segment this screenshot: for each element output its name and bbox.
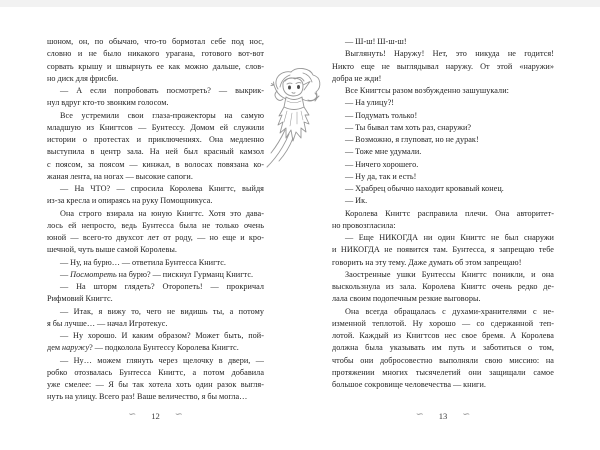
swash-ornament-icon: ∽ bbox=[415, 410, 424, 421]
text-line: — На улицу?! bbox=[345, 98, 395, 108]
text-line: — На ЧТО? — спросила Королева Книгтс, выйдя bbox=[60, 184, 264, 193]
text-line: лотой. Каждый из Книгтсов нес свое бремя. А Королева bbox=[332, 331, 554, 340]
text-line: — Итак, я вижу то, чего не видишь ты, а потому bbox=[60, 306, 264, 316]
text-line: — Тоже мне удумали. bbox=[345, 147, 422, 157]
text-line: но диск для фрисби. bbox=[47, 73, 119, 83]
right-page-text bbox=[332, 36, 554, 391]
text-line: робко отозвалась Бунтесса Книгтс, а потом добавила bbox=[47, 367, 264, 377]
text-line: словно и не было никакого урагана, готового вот-вот bbox=[47, 49, 264, 59]
text-line: Все Книгтсы разом возбужденно зашушукали: bbox=[345, 86, 509, 95]
text-line: Она строго взирала на юную Книгтс. Хотя это дава- bbox=[60, 208, 264, 218]
text-line: выступила в центр зала. На ней был красный камзол bbox=[47, 147, 264, 157]
text-line: говорить на эту тему. Даже думать об этом запрещаю! bbox=[332, 257, 522, 267]
text-line: лось ей непросто, ведь Бунтесса была не только очень bbox=[47, 220, 264, 230]
text-line: должна была указывать им путь и заботиться о том, bbox=[332, 343, 554, 353]
text-line: уже смелее: — Я бы так хотела хоть один разок выгля- bbox=[47, 380, 264, 389]
swash-ornament-icon: ∽ bbox=[462, 410, 471, 421]
text-line: с поясом, за поясом — кинжал, в волосах повязана ко- bbox=[47, 159, 264, 169]
text-line: — Подумать только! bbox=[345, 110, 418, 120]
text-line: — Возможно, я глуповат, но не дурак! bbox=[345, 135, 479, 144]
text-line: юной — всего-то двухсот лет от роду, — но еще и кро- bbox=[47, 233, 264, 242]
text-line: — Ш-ш! Ш-ш-ш! bbox=[345, 37, 407, 46]
text-line: чтобы они добросовестно выполняли свою миссию: на bbox=[332, 355, 554, 365]
text-line: добра не жди! bbox=[332, 73, 382, 83]
text-line: и НИКОГДА не появится там. Бунтесса, я запрещаю тебе bbox=[332, 245, 554, 255]
page-top-edge bbox=[0, 0, 600, 7]
left-page-footer bbox=[47, 411, 264, 421]
text-line: лала своим подопечным резкие выговоры. bbox=[332, 294, 481, 304]
text-line: большое сокровище человечества — книги. bbox=[332, 380, 486, 389]
text-line: — А если попробовать посмотреть? — выкрик- bbox=[60, 86, 264, 95]
text-line: Выглянуть! Наружу! Нет, это никуда не годится! bbox=[345, 49, 554, 59]
text-line: — Ну да, так и есть! bbox=[345, 171, 417, 181]
text-line: жаная лента, на ногах — высокие сапоги. bbox=[47, 171, 193, 181]
text-line: — Ничего хорошего. bbox=[345, 159, 419, 169]
text-line: — Ну, на бурю… — ответила Бунтесса Книгтс. bbox=[60, 257, 227, 267]
text-line: Все устремили свои глаза-прожекторы на самую bbox=[60, 110, 264, 120]
text-line: Рифмовий Книгтс. bbox=[47, 294, 113, 304]
text-line: но провозгласила: bbox=[332, 220, 396, 230]
text-line: — Ты бывал там хоть раз, снаружи? bbox=[345, 122, 472, 132]
text-line: — Еще НИКОГДА ни один Книгтс не был снаружи bbox=[345, 233, 554, 242]
text-line: из-за кресла и опираясь на руку Помощникуса. bbox=[47, 196, 213, 206]
text-line: — На шторм глядеть? Оторопеть! — прокричал bbox=[60, 282, 264, 291]
text-line: младшую из Книгтсов — Бунтессу. Домом ей служили bbox=[47, 122, 264, 132]
text-line: — Ик. bbox=[345, 196, 368, 206]
right-page-footer bbox=[332, 411, 554, 421]
page-number: 12 bbox=[151, 411, 160, 421]
text-line: нул вдруг кто-то звонким голосом. bbox=[47, 98, 169, 108]
text-line: Заостренные ушки Бунтессы Книгтс поникли, и она bbox=[345, 269, 554, 279]
text-line: — Храбрец обычно находит кровавый конец. bbox=[345, 184, 504, 193]
text-line: сорвать крышу и швырнуть ее как можно дальше, слов- bbox=[47, 61, 264, 71]
text-line: изменной теплотой. Ну хорошо — со сдержанной теп- bbox=[332, 318, 554, 328]
text-line: протяжении многих тысячелетий они защищали самое bbox=[332, 367, 554, 377]
text-line: — Ну… можем глянуть через щелочку в двери, — bbox=[60, 355, 264, 365]
text-line: шечной, чуть выше самой Королевы. bbox=[47, 245, 178, 255]
text-line: шоном, он, по обычаю, что-то бормотал себе под нос, bbox=[47, 37, 264, 46]
text-line: нуть на улицу. Всего раз! Ваше величество, я бы могла… bbox=[47, 392, 248, 402]
text-line: дем наружу? — подколола Бунтессу Королева Книгтс. bbox=[47, 343, 239, 353]
fairy-girl-icon bbox=[256, 66, 328, 170]
text-line: я бы лучше… — начал Игротекус. bbox=[47, 318, 168, 328]
text-line: Королева Книгтс расправила плечи. Она авторитет- bbox=[345, 208, 554, 218]
text-line: Она всегда обращалась с духами-хранителями с не- bbox=[345, 306, 554, 316]
text-line: выскользнула из зала. Королева Книгтс очень редко де- bbox=[332, 282, 554, 291]
left-page-text bbox=[47, 36, 264, 404]
text-line: — Посмотреть на бурю? — пискнул Гурманц Книгтс. bbox=[60, 269, 254, 279]
text-line: — Ну хорошо. И каким образом? Может быть, пой- bbox=[60, 331, 264, 340]
text-line: истории о протестах и приключениях. Она медленно bbox=[47, 135, 264, 144]
fairy-sketch-illustration bbox=[256, 66, 328, 170]
swash-ornament-icon: ∽ bbox=[174, 410, 183, 421]
page-number: 13 bbox=[438, 411, 448, 421]
swash-ornament-icon: ∽ bbox=[128, 410, 137, 421]
text-line: Никто еще не выглядывал наружу. От этой «наружи» bbox=[332, 61, 554, 71]
